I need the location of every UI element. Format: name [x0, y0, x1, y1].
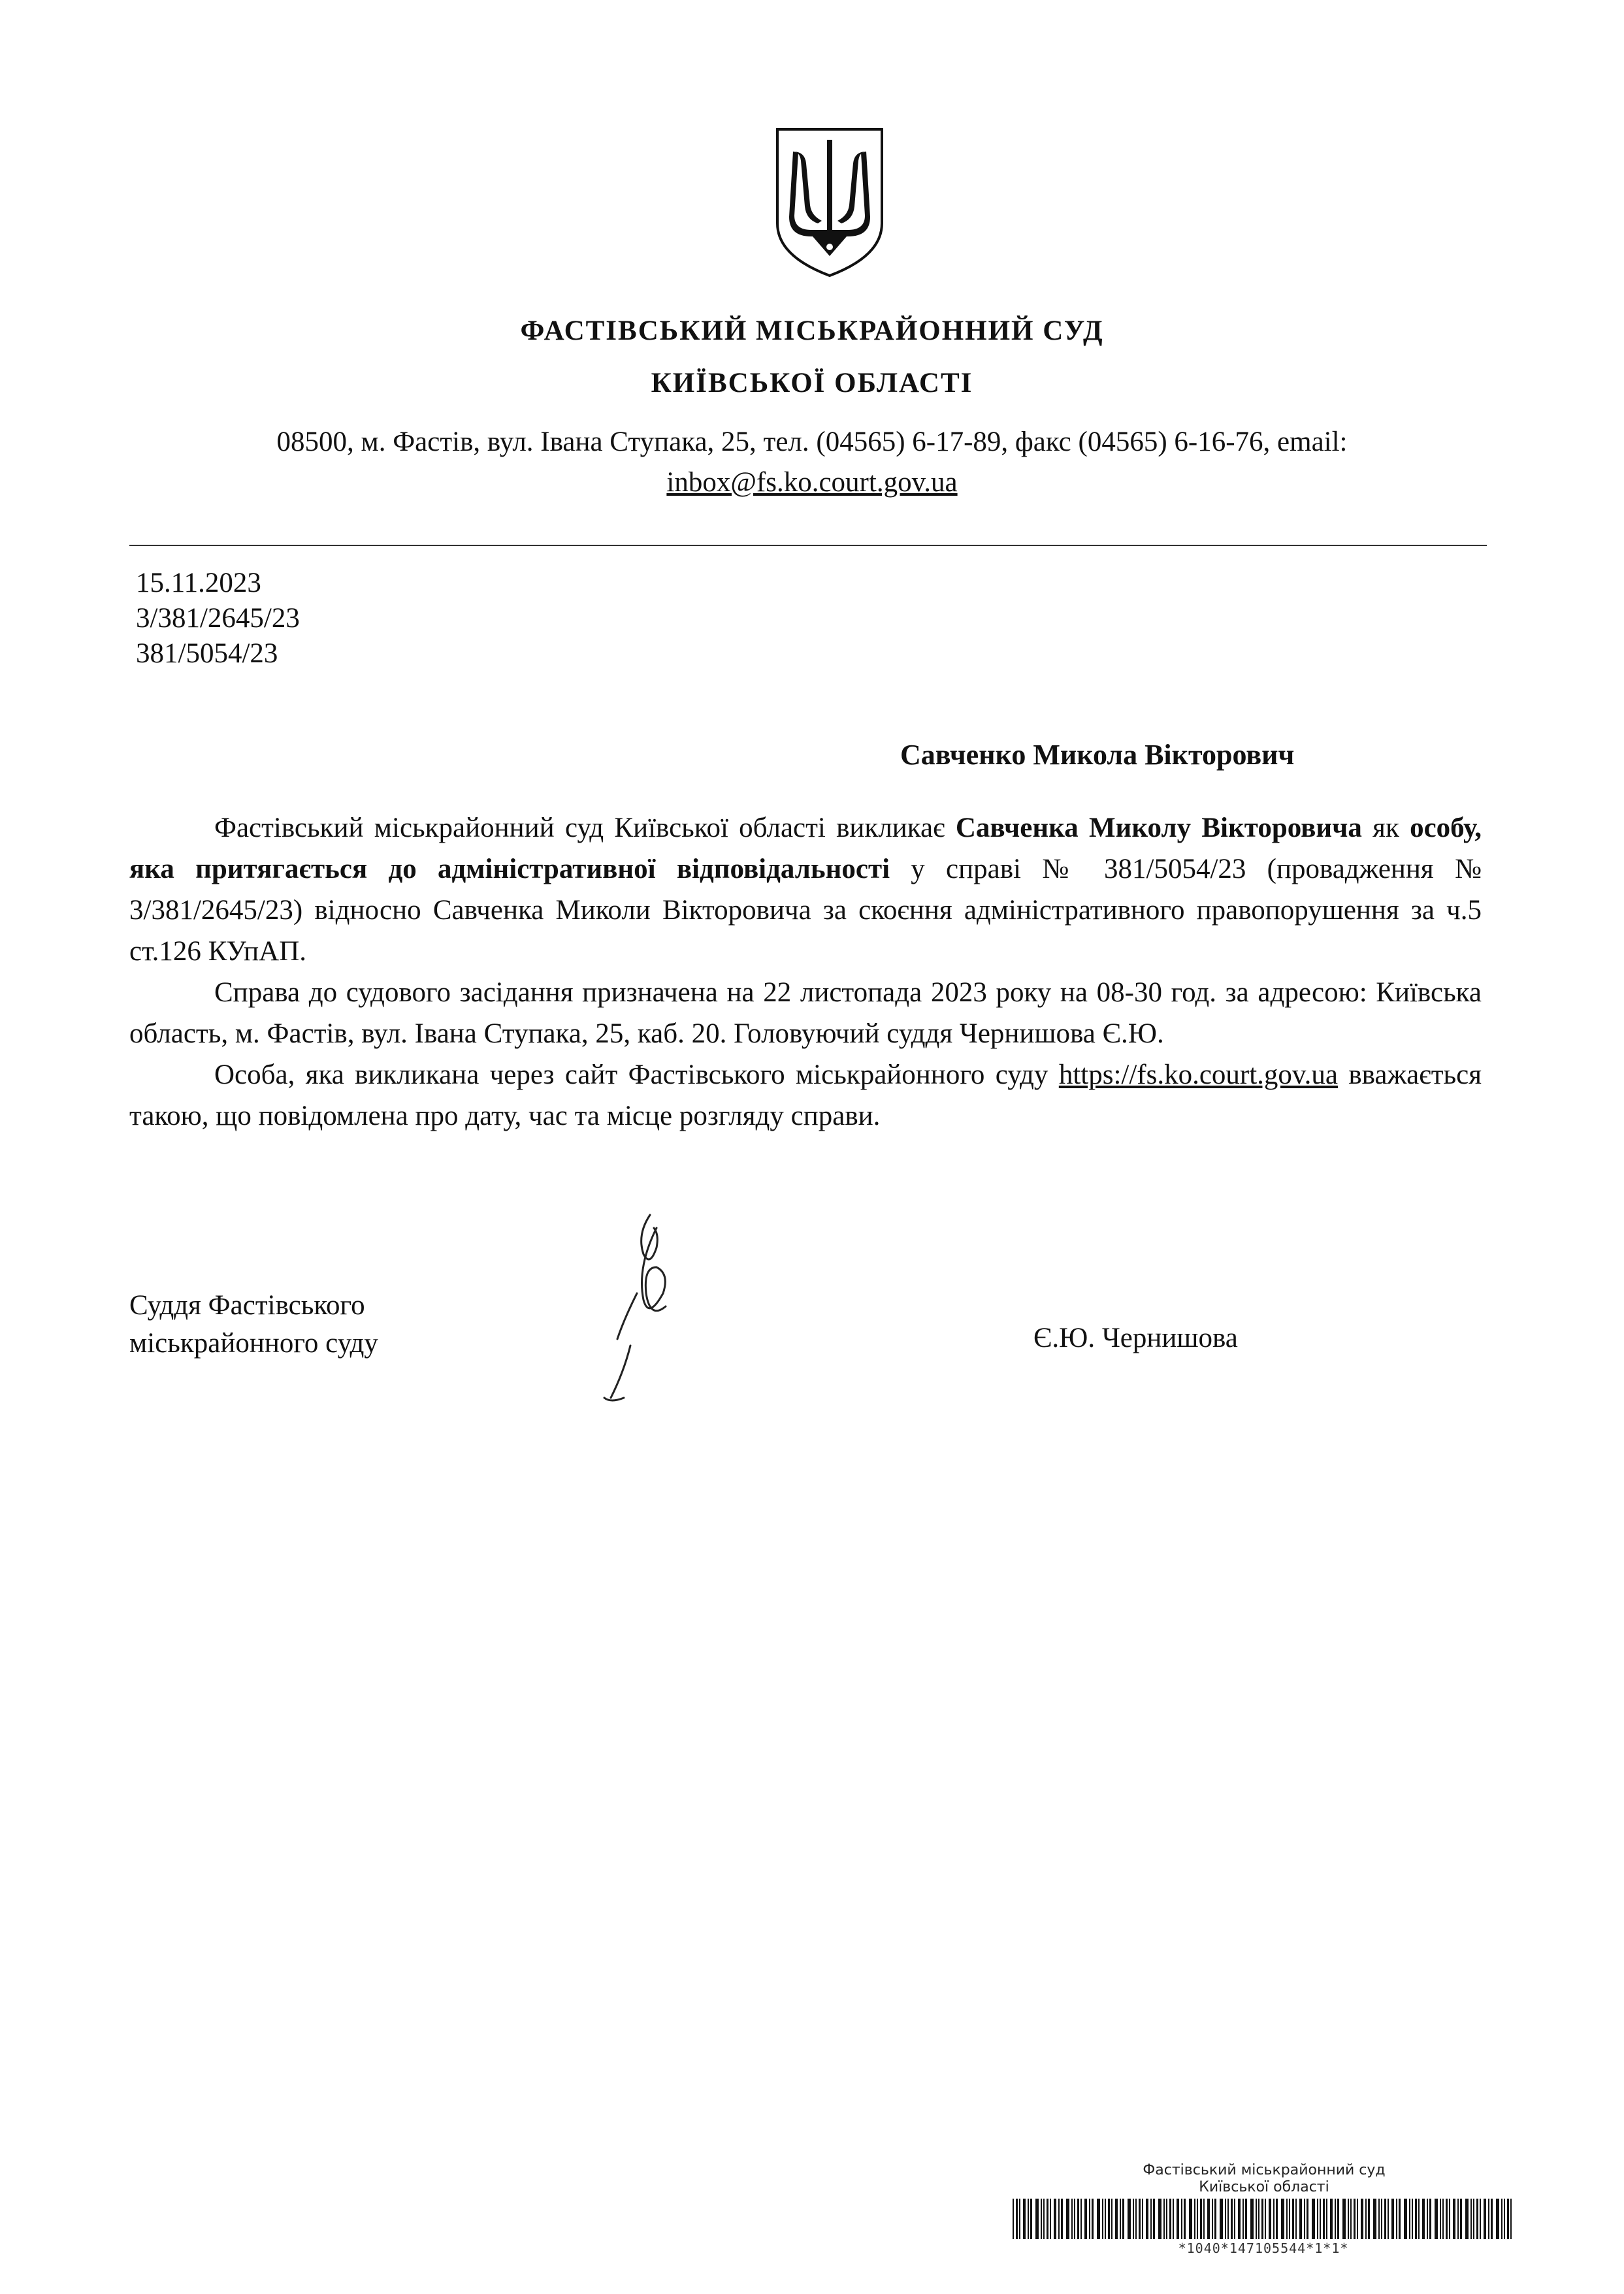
barcode-bar — [1092, 2199, 1094, 2239]
barcode-bar — [1097, 2199, 1100, 2239]
barcode-bar — [1491, 2199, 1493, 2239]
barcode-bar — [1089, 2199, 1090, 2239]
barcode-bar — [1373, 2199, 1376, 2239]
barcode-bar — [1133, 2199, 1134, 2239]
paragraph-notice — [129, 1054, 1482, 1137]
barcode-bar — [1409, 2199, 1410, 2239]
barcode-bar — [1307, 2199, 1308, 2239]
barcode-bar — [1299, 2199, 1302, 2239]
barcode-bar — [1323, 2199, 1325, 2239]
notice-text-2: вважається такою, що повідомлена про дату, час та місце розгляду справи. — [129, 1059, 1482, 1131]
barcode-bar — [1142, 2199, 1143, 2239]
barcode-bar — [1412, 2199, 1413, 2239]
barcode-bar — [1256, 2199, 1257, 2239]
barcode-bar — [1384, 2199, 1386, 2239]
barcode-bar — [1261, 2199, 1263, 2239]
barcode-bar — [1016, 2199, 1018, 2239]
barcode-bar — [1173, 2199, 1174, 2239]
barcode-bar — [1289, 2199, 1290, 2239]
barcode-bar — [1488, 2199, 1489, 2239]
barcode-bar — [1388, 2199, 1389, 2239]
barcode-bar — [1504, 2199, 1505, 2239]
barcode-bar — [1465, 2199, 1469, 2239]
barcode-bar — [1496, 2199, 1499, 2239]
barcode-bar — [1058, 2199, 1060, 2239]
barcode-bar — [1381, 2199, 1382, 2239]
barcode-bar — [1102, 2199, 1103, 2239]
barcode-bar — [1019, 2199, 1020, 2239]
barcode-bar — [1122, 2199, 1124, 2239]
barcode-bar — [1220, 2199, 1223, 2239]
barcode-bar — [1365, 2199, 1367, 2239]
barcode-bar — [1442, 2199, 1444, 2239]
barcode-bar — [1440, 2199, 1441, 2239]
barcode-bar — [1177, 2199, 1179, 2239]
barcode-bar — [1476, 2199, 1478, 2239]
barcode-bar — [1194, 2199, 1195, 2239]
barcode-bar — [1028, 2199, 1029, 2239]
barcode-bar — [1153, 2199, 1155, 2239]
barcode-bar — [1050, 2199, 1051, 2239]
proceeding-number: 3/381/2645/23 — [136, 603, 300, 634]
barcode-bar — [1292, 2199, 1294, 2239]
barcode-bar — [1234, 2199, 1235, 2239]
barcode-bar — [1225, 2199, 1226, 2239]
barcode-bar — [1295, 2199, 1297, 2239]
barcode-bar — [1212, 2199, 1213, 2239]
barcode-bar — [1197, 2199, 1198, 2239]
barcode — [1011, 2199, 1516, 2239]
barcode-bar — [1013, 2199, 1014, 2239]
barcode-bar — [1281, 2199, 1284, 2239]
barcode-bar — [1330, 2199, 1333, 2239]
barcode-bar — [1071, 2199, 1073, 2239]
summons-text-2: як — [1361, 813, 1410, 843]
barcode-bar — [1158, 2199, 1161, 2239]
barcode-bar — [1378, 2199, 1380, 2239]
coat-of-arms-icon — [773, 125, 886, 280]
barcode-bar — [1150, 2199, 1152, 2239]
letter-body — [129, 807, 1482, 1137]
barcode-bar — [1203, 2199, 1205, 2239]
barcode-bar — [1391, 2199, 1394, 2239]
signature-title-line1: Суддя Фастівського — [129, 1290, 365, 1321]
barcode-bar — [1265, 2199, 1266, 2239]
court-email-line — [0, 466, 1624, 498]
barcode-bar — [1080, 2199, 1082, 2239]
barcode-bar — [1258, 2199, 1259, 2239]
barcode-bar — [1066, 2199, 1069, 2239]
stamp-line1: Фастівський міськрайонний суд — [1143, 2162, 1386, 2178]
barcode-bar — [1418, 2199, 1420, 2239]
barcode-bar — [1361, 2199, 1363, 2239]
barcode-bar — [1484, 2199, 1486, 2239]
barcode-bar — [1184, 2199, 1186, 2239]
recipient-name: Савченко Микола Вікторович — [900, 739, 1295, 771]
barcode-bar — [1269, 2199, 1271, 2239]
court-address: 08500, м. Фастів, вул. Івана Ступака, 25, тел. (04565) 6-17-89, факс (04565) 6-16-76, email: — [276, 427, 1348, 457]
barcode-bar — [1473, 2199, 1474, 2239]
barcode-bar — [1227, 2199, 1229, 2239]
barcode-bar — [1214, 2199, 1216, 2239]
barcode-bar — [1276, 2199, 1278, 2239]
barcode-bar — [1422, 2199, 1425, 2239]
barcode-bar — [1200, 2199, 1202, 2239]
court-email-link[interactable]: inbox@fs.ko.court.gov.ua — [666, 467, 958, 498]
barcode-bar — [1084, 2199, 1087, 2239]
court-website-link[interactable]: https://fs.ko.court.gov.ua — [1058, 1059, 1338, 1090]
barcode-bar — [1023, 2199, 1026, 2239]
barcode-bar — [1453, 2199, 1455, 2239]
barcode-bar — [1250, 2199, 1254, 2239]
barcode-bar — [1135, 2199, 1137, 2239]
barcode-bar — [1460, 2199, 1462, 2239]
barcode-bar — [1435, 2199, 1438, 2239]
summoned-person: Савченка Миколу Вікторовича — [955, 813, 1362, 843]
barcode-bar — [1304, 2199, 1305, 2239]
barcode-bar — [1501, 2199, 1502, 2239]
barcode-bar — [1507, 2199, 1509, 2239]
barcode-bar — [1163, 2199, 1165, 2239]
barcode-bar — [1231, 2199, 1233, 2239]
barcode-bar — [1074, 2199, 1075, 2239]
barcode-bar — [1030, 2199, 1032, 2239]
barcode-bar — [1146, 2199, 1148, 2239]
barcode-bar — [1457, 2199, 1459, 2239]
barcode-bar — [1043, 2199, 1045, 2239]
barcode-bar — [1120, 2199, 1121, 2239]
barcode-bar — [1337, 2199, 1339, 2239]
court-name: ФАСТІВСЬКИЙ МІСЬКРАЙОННИЙ СУД — [520, 315, 1104, 346]
barcode-bar — [1404, 2199, 1407, 2239]
barcode-bar — [1166, 2199, 1167, 2239]
barcode-number: *1040*147105544*1*1* — [1178, 2240, 1349, 2256]
barcode-bar — [1449, 2199, 1450, 2239]
summons-text: Фастівський міськрайонний суд Київської області викликає — [214, 813, 956, 843]
barcode-bar — [1105, 2199, 1106, 2239]
judge-name: Є.Ю. Чернишова — [1033, 1323, 1238, 1353]
summoned-role: особу, яка притягається до адміністративної відповідальності — [129, 813, 1482, 884]
barcode-bar — [1357, 2199, 1358, 2239]
barcode-bar — [1169, 2199, 1171, 2239]
case-number: 381/5054/23 — [136, 638, 278, 669]
barcode-bar — [1317, 2199, 1318, 2239]
barcode-bar — [1242, 2199, 1244, 2239]
barcode-bar — [1399, 2199, 1401, 2239]
barcode-bar — [1245, 2199, 1247, 2239]
barcode-bar — [1108, 2199, 1110, 2239]
barcode-bar — [1041, 2199, 1042, 2239]
barcode-bar — [1320, 2199, 1321, 2239]
signature-title — [129, 1287, 378, 1363]
header-divider — [129, 545, 1487, 546]
document-date: 15.11.2023 — [136, 568, 261, 598]
barcode-bar — [1396, 2199, 1397, 2239]
barcode-bar — [1429, 2199, 1431, 2239]
barcode-bar — [1312, 2199, 1315, 2239]
registration-stamp — [1016, 2162, 1512, 2196]
barcode-bar — [1238, 2199, 1241, 2239]
barcode-bar — [1273, 2199, 1275, 2239]
barcode-bar — [1368, 2199, 1370, 2239]
barcode-bar — [1181, 2199, 1182, 2239]
barcode-bar — [1480, 2199, 1481, 2239]
paragraph-hearing: Справа до судового засідання призначена на 22 листопада 2023 року на 08-30 год. за адресою: Київська область, м. Фастів, вул. Івана Ступака, 25, каб. 20. Головуючий суддя Чернишова Є.Ю. — [129, 977, 1482, 1049]
barcode-bar — [1207, 2199, 1210, 2239]
barcode-bar — [1286, 2199, 1288, 2239]
notice-text: Особа, яка викликана через сайт Фастівського міськрайонного суду — [214, 1059, 1059, 1090]
barcode-bar — [1510, 2199, 1512, 2239]
summons-text-3: у справі № 381/5054/23 (провадження № 3/381/2645/23) відносно Савченка Миколи Вікторовича за скоєння адміністративного правопорушення за ч.5 ст.126 КУпАП. — [129, 854, 1482, 967]
barcode-bar — [1326, 2199, 1327, 2239]
barcode-bar — [1348, 2199, 1349, 2239]
barcode-bar — [1354, 2199, 1356, 2239]
barcode-bar — [1139, 2199, 1141, 2239]
barcode-bar — [1427, 2199, 1428, 2239]
barcode-bar — [1189, 2199, 1192, 2239]
barcode-bar — [1415, 2199, 1417, 2239]
signature-title-line2: міськрайонного суду — [129, 1328, 378, 1359]
barcode-bar — [1061, 2199, 1063, 2239]
barcode-bar — [1047, 2199, 1048, 2239]
barcode-bar — [1077, 2199, 1079, 2239]
barcode-bar — [1350, 2199, 1352, 2239]
court-region: КИЇВСЬКОЇ ОБЛАСТІ — [651, 368, 973, 398]
barcode-bar — [1054, 2199, 1056, 2239]
barcode-bar — [1111, 2199, 1112, 2239]
barcode-bar — [1470, 2199, 1472, 2239]
barcode-bar — [1128, 2199, 1131, 2239]
stamp-line2: Київської області — [1199, 2179, 1329, 2195]
barcode-bar — [1115, 2199, 1118, 2239]
barcode-bar — [1342, 2199, 1346, 2239]
handwritten-signature — [591, 1202, 722, 1417]
barcode-bar — [1035, 2199, 1039, 2239]
barcode-bar — [1446, 2199, 1448, 2239]
barcode-bar — [1335, 2199, 1336, 2239]
paragraph-summons — [129, 807, 1482, 972]
